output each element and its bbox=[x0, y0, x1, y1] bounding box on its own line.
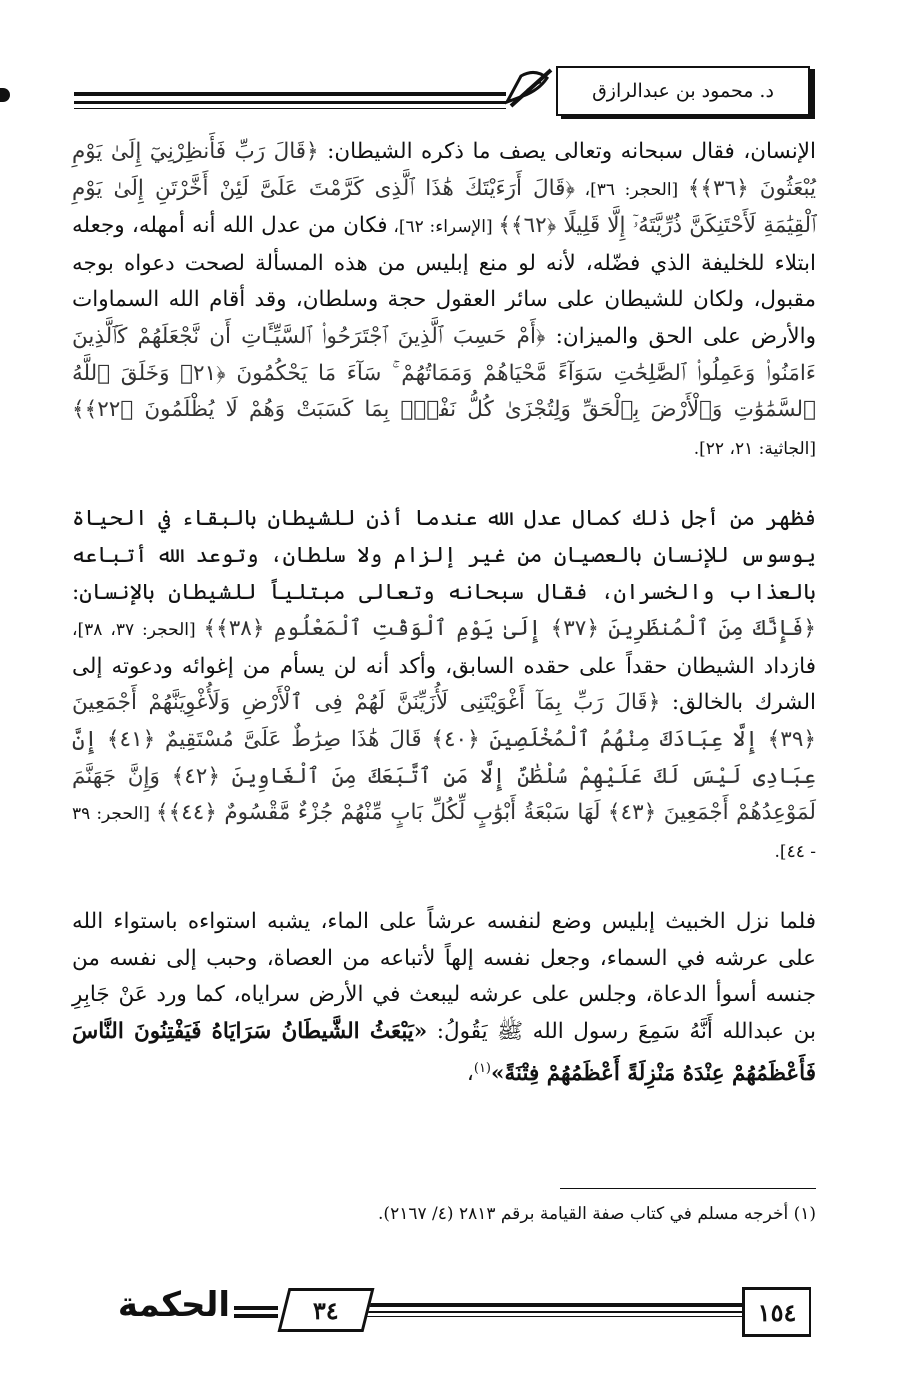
quran-verse: ﴿قَالَ أَرَءَيْتَكَ هَٰذَا ٱلَّذِى كَرَّمْتَ عَلَىَّ لَئِنْ أَخَّرْتَنِ إِلَىٰ يَوْمِ ٱلْقِيَٰمَةِ لَأَحْتَنِكَنَّ ذُرِّيَّتَهُۥٓ إِلَّا قَلِيلًا ﴿٦٢﴾﴾ bbox=[72, 175, 816, 239]
footnote-marker[interactable]: (١) bbox=[473, 1060, 491, 1076]
verse-reference: [الإسراء: ٦٢]، bbox=[387, 217, 499, 238]
author-name: د. محمود بن عبدالرازق bbox=[556, 66, 810, 116]
page-edge-mark bbox=[0, 88, 10, 102]
paragraph-2 bbox=[72, 501, 816, 870]
paragraph-text: فلما نزل الخبيث إبليس وضع لنفسه عرشاً على الماء، يشبه استواءه باستواء الله على عرشه في السماء، وجعل نفسه إلهاً لأتباعه من العصاة، وحبب إلى نفسه من جنسه أسوأ الدعاة، وجلس على عرشه ليبعث في الأرض سراياه، كما ورد عَنْ جَابِرِ بن عبدالله أَنَّهُ سَمِعَ رسول الله ﷺ يَقُولُ: bbox=[72, 909, 816, 1045]
quran-verse: ﴿فَإِنَّكَ مِنَ ٱلْمُنظَرِينَ ﴿٣٧﴾ إِلَىٰ يَوْمِ ٱلْوَقْتِ ٱلْمَعْلُومِ ﴿٣٨﴾﴾ bbox=[203, 616, 816, 642]
header-rule-thick bbox=[74, 92, 506, 96]
paragraph-text: فكان من عدل الله أنه أمهله، وجعله ابتلاء للخليفة الذي فضّله، لأنه لو منع إبليس من هذه المسألة لصحت دعواه بوجه مقبول، ولكان للشيطان على سائر العقول حجة وسلطان، وقد أقام الله السماوات والأرض على الحق والميزان: bbox=[72, 213, 816, 349]
quran-verse: ﴿قَالَ رَبِّ فَأَنظِرْنِيٓ إِلَىٰ يَوْمِ يُبْعَثُونَ ﴿٣٦﴾﴾ bbox=[72, 139, 816, 201]
quran-verse: ﴿أَمْ حَسِبَ ٱلَّذِينَ ٱجْتَرَحُوا۟ ٱلسَّيِّـَٔاتِ أَن نَّجْعَلَهُمْ كَٱلَّذِينَ ءَامَنُوا۟ وَعَمِلُوا۟ ٱلصَّٰلِحَٰتِ سَوَآءً مَّحْيَاهُمْ وَمَمَاتُهُمْ ۚ سَآءَ مَا يَحْكُمُونَ ﴿٢١﴾ وَخَلَقَ ٱللَّهُ ٱلسَّمَٰوَٰتِ وَٱلْأَرْضَ بِٱلْحَقِّ وَلِتُجْزَىٰ كُلُّ نَفْسٍۭ بِمَا كَسَبَتْ وَهُمْ لَا يُظْلَمُونَ ﴿٢٢﴾﴾ bbox=[72, 323, 817, 423]
page-number: ١٥٤ bbox=[742, 1287, 811, 1337]
verse-reference: [الجاثية: ٢١، ٢٢]. bbox=[693, 438, 816, 459]
quran-verse: ﴿قَالَ رَبِّ بِمَآ أَغْوَيْتَنِى لَأُزَيِّنَنَّ لَهُمْ فِى ٱلْأَرْضِ وَلَأُغْوِيَنَّهُمْ أَجْمَعِينَ ﴿٣٩﴾ إِلَّا عِبَادَكَ مِنْهُمُ ٱلْمُخْلَصِينَ ﴿٤٠﴾ قَالَ هَٰذَا صِرَٰطٌ عَلَىَّ مُسْتَقِيمٌ ﴿٤١﴾ إِنَّ عِبَادِى لَيْسَ لَكَ عَلَيْهِمْ سُلْطَٰنٌ إِلَّا مَنِ ٱتَّبَعَكَ مِنَ ٱلْغَاوِينَ ﴿٤٢﴾ وَإِنَّ جَهَنَّمَ لَمَوْعِدُهُمْ أَجْمَعِينَ ﴿٤٣﴾ لَهَا سَبْعَةُ أَبْوَٰبٍ لِّكُلِّ بَابٍ مِّنْهُمْ جُزْءٌ مَّقْسُومٌ ﴿٤٤﴾﴾ bbox=[72, 690, 816, 826]
footer-rule-medium bbox=[360, 1311, 742, 1313]
issue-number-badge bbox=[278, 1288, 375, 1332]
paragraph-1 bbox=[72, 134, 816, 467]
header-rule-medium bbox=[74, 101, 506, 104]
footer-dash-top bbox=[234, 1306, 278, 1310]
verse-reference: [الحجر: ٣٦]، bbox=[574, 179, 688, 200]
header-rule-thin bbox=[74, 108, 506, 109]
paragraph-text: الإنسان، فقال سبحانه وتعالى يصف ما ذكره الشيطان: bbox=[318, 139, 816, 164]
verse-reference: [الحجر: ٣٧، ٣٨]، bbox=[72, 620, 204, 641]
verse-reference: [الحجر: ٣٩ - ٤٤]. bbox=[72, 804, 816, 862]
footer-rule-thick bbox=[360, 1303, 742, 1307]
footer-rule-thin bbox=[360, 1316, 742, 1317]
footnote-separator bbox=[560, 1188, 816, 1189]
issue-number: ٣٤ bbox=[313, 1295, 339, 1325]
footer-dash-bottom bbox=[234, 1314, 278, 1318]
paragraph-text: فازداد الشيطان حقداً على حقده السابق، وأكد أنه لن يسأم من إغوائه ودعوته إلى الشرك بالخالق: bbox=[72, 653, 816, 716]
footnote: (١) أخرجه مسلم في كتاب صفة القيامة برقم ٢٨١٣ (٤/ ٢١٦٧). bbox=[378, 1204, 816, 1224]
article-body bbox=[72, 134, 816, 1092]
paragraph-text: ، bbox=[466, 1060, 474, 1086]
magazine-logo: الحكمة bbox=[117, 1285, 230, 1325]
hadith-quote: «يَبْعَثُ الشَّيطَانُ سَرَايَاهُ فَيَفْتِنُونَ النَّاسَ فَأَعْظَمُهُمْ عِنْدَهُ مَنْزِلَةً أَعْظَمُهُمْ فِتْنَةً» bbox=[72, 1019, 816, 1086]
quill-ornament-icon bbox=[505, 62, 557, 112]
paragraph-3 bbox=[72, 904, 816, 1092]
paragraph-text: فظهر من أجل ذلك كمال عدل الله عندما أذن للشيطان بالبقاء في الحياة يوسوس للإنسان بالعصيان من غير إلزام ولا سلطان، وتوعد الله أتباعه بالعذاب والخسران، فقال سبحانه وتعالى مبتلياً للشيطان بالإنسان: bbox=[72, 506, 816, 605]
